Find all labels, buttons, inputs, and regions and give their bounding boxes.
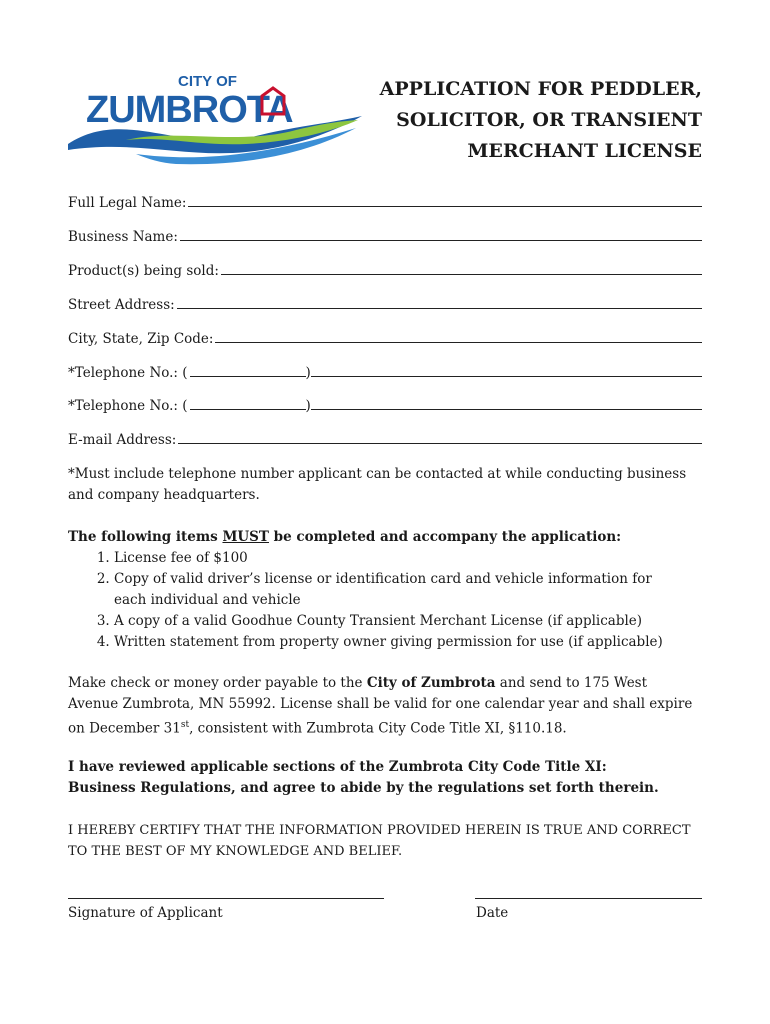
business-name-field[interactable]: [68, 225, 702, 245]
requirement-item: 2. Copy of valid driver’s license or identification card and vehicle information for each individual and vehicle: [114, 569, 708, 611]
city-of-zumbrota-logo: [66, 66, 366, 166]
title-line-1: APPLICATION FOR PEDDLER,: [379, 78, 702, 100]
logo-city-of-text: CITY OF: [178, 73, 237, 90]
products-label: Product(s) being sold:: [68, 263, 219, 279]
requirements-heading: [68, 527, 708, 548]
date-line[interactable]: [475, 898, 702, 899]
products-field[interactable]: [68, 259, 702, 279]
business-name-input-line[interactable]: [180, 240, 702, 241]
full-name-input-line[interactable]: [188, 206, 702, 207]
agreement-statement: I have reviewed applicable sections of the Zumbrota City Code Title XI: Business Regulations, and agree to abide by the regulations set forth therein.: [68, 759, 659, 796]
telephone-2-input-line[interactable]: [311, 409, 702, 410]
form-title: [362, 74, 702, 167]
telephone-1-area-code-line[interactable]: [190, 376, 306, 377]
email-label: E-mail Address:: [68, 432, 177, 448]
requirements-heading-post: be completed and accompany the application:: [268, 529, 622, 545]
telephone-1-field[interactable]: [68, 361, 702, 381]
title-line-3: MERCHANT LICENSE: [467, 140, 702, 162]
street-address-label: Street Address:: [68, 297, 175, 313]
signature-label: Signature of Applicant: [68, 905, 223, 921]
requirements-heading-pre: The following items: [68, 529, 223, 545]
telephone-1-label: *Telephone No.: (: [68, 365, 188, 381]
full-name-field[interactable]: [68, 191, 702, 211]
telephone-2-label: *Telephone No.: (: [68, 398, 188, 414]
payment-instructions: [68, 673, 698, 740]
requirements-heading-must: MUST: [222, 529, 269, 545]
requirement-item: 1. License fee of $100: [114, 548, 708, 569]
telephone-note: *Must include telephone number applicant can be contacted at while conducting business and company headquarters.: [68, 466, 687, 503]
telephone-1-input-line[interactable]: [311, 376, 702, 377]
payment-sup: st: [180, 720, 190, 730]
requirement-item: 3. A copy of a valid Goodhue County Transient Merchant License (if applicable): [114, 611, 708, 632]
telephone-1-paren: ): [305, 365, 311, 381]
city-state-zip-label: City, State, Zip Code:: [68, 331, 214, 347]
products-input-line[interactable]: [221, 274, 702, 275]
payment-mid: and send to 175 West Avenue Zumbrota, MN 55992. License shall be valid for one calendar year and shall expire on December 31: [68, 675, 693, 737]
telephone-2-field[interactable]: [68, 394, 702, 414]
logo-name-text: ZUMBROTA: [86, 89, 293, 131]
business-name-label: Business Name:: [68, 229, 178, 245]
payment-pre: Make check or money order payable to the: [68, 675, 367, 691]
street-address-input-line[interactable]: [177, 308, 702, 309]
city-state-zip-input-line[interactable]: [215, 342, 702, 343]
date-label: Date: [476, 905, 509, 921]
telephone-2-area-code-line[interactable]: [190, 409, 306, 410]
telephone-2-paren: ): [305, 398, 311, 414]
payment-post: , consistent with Zumbrota City Code Title XI, §110.18.: [189, 720, 567, 737]
signature-line[interactable]: [68, 898, 384, 899]
payment-city: City of Zumbrota: [366, 675, 496, 691]
requirement-item: 4. Written statement from property owner giving permission for use (if applicable): [114, 632, 708, 653]
email-input-line[interactable]: [178, 443, 702, 444]
requirements-list: [68, 548, 708, 653]
city-state-zip-field[interactable]: [68, 327, 702, 347]
street-address-field[interactable]: [68, 293, 702, 313]
full-name-label: Full Legal Name:: [68, 195, 187, 211]
certification-statement: I HEREBY CERTIFY THAT THE INFORMATION PROVIDED HEREIN IS TRUE AND CORRECT TO THE BEST OF MY KNOWLEDGE AND BELIEF.: [68, 823, 691, 859]
email-field[interactable]: [68, 428, 702, 448]
title-line-2: SOLICITOR, OR TRANSIENT: [396, 109, 702, 131]
